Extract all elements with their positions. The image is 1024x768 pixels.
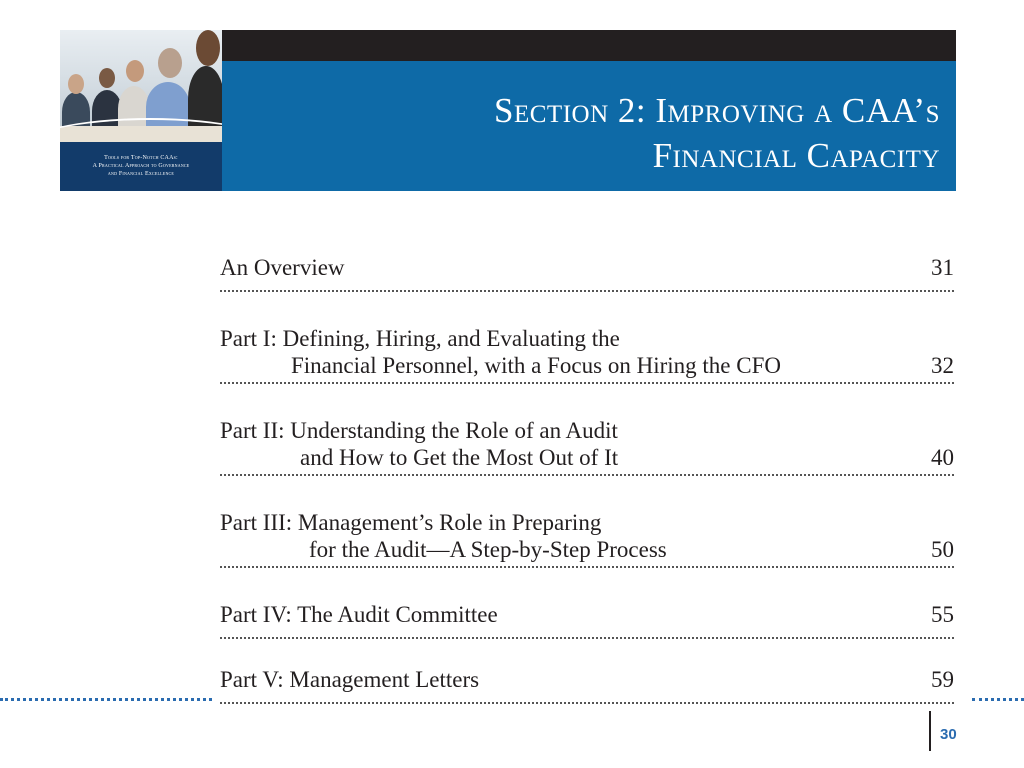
toc-entry-title: Part I: Defining, Hiring, and Evaluating the (220, 326, 620, 351)
toc-page-number: 50 (931, 537, 954, 562)
banner-top-bar (222, 30, 956, 61)
toc-entry-subtitle: for the Audit—A Step-by-Step Process (309, 537, 667, 562)
section-title: Section 2: Improving a CAA’s Financial Capacity (494, 91, 940, 175)
footer-divider-right (972, 698, 1024, 701)
section-banner (60, 30, 956, 191)
toc-entry-title: Part II: Understanding the Role of an Audit (220, 418, 618, 443)
toc-page-number: 55 (931, 602, 954, 627)
toc-entry-title: Part V: Management Letters (220, 667, 480, 692)
toc-entry-title: An Overview (220, 255, 345, 280)
table-of-contents (220, 250, 954, 704)
toc-entry-subtitle: Financial Personnel, with a Focus on Hiring the CFO (291, 353, 781, 378)
toc-page-number: 32 (931, 353, 954, 378)
toc-entry-part-1[interactable] (220, 321, 954, 384)
cover-caption: Tools for Top-Notch CAAs: A Practical Approach to Governance and Financial Excellence (92, 155, 190, 177)
toc-page-number: 31 (931, 255, 954, 280)
cover-photo (60, 30, 222, 191)
toc-entry-title: Part IV: The Audit Committee (220, 602, 498, 627)
page-number: 30 (940, 726, 957, 743)
footer-divider-left (0, 698, 212, 701)
toc-entry-overview[interactable] (220, 250, 954, 292)
toc-entry-part-4[interactable] (220, 597, 954, 639)
toc-entry-part-2[interactable] (220, 413, 954, 476)
toc-entry-part-3[interactable] (220, 505, 954, 568)
toc-entry-subtitle: and How to Get the Most Out of It (300, 445, 619, 470)
toc-page-number: 40 (931, 445, 954, 470)
toc-page-number: 59 (931, 667, 954, 692)
toc-entry-part-5[interactable] (220, 662, 954, 704)
toc-entry-title: Part III: Management’s Role in Preparing (220, 510, 602, 535)
page-number-rule (929, 711, 931, 751)
